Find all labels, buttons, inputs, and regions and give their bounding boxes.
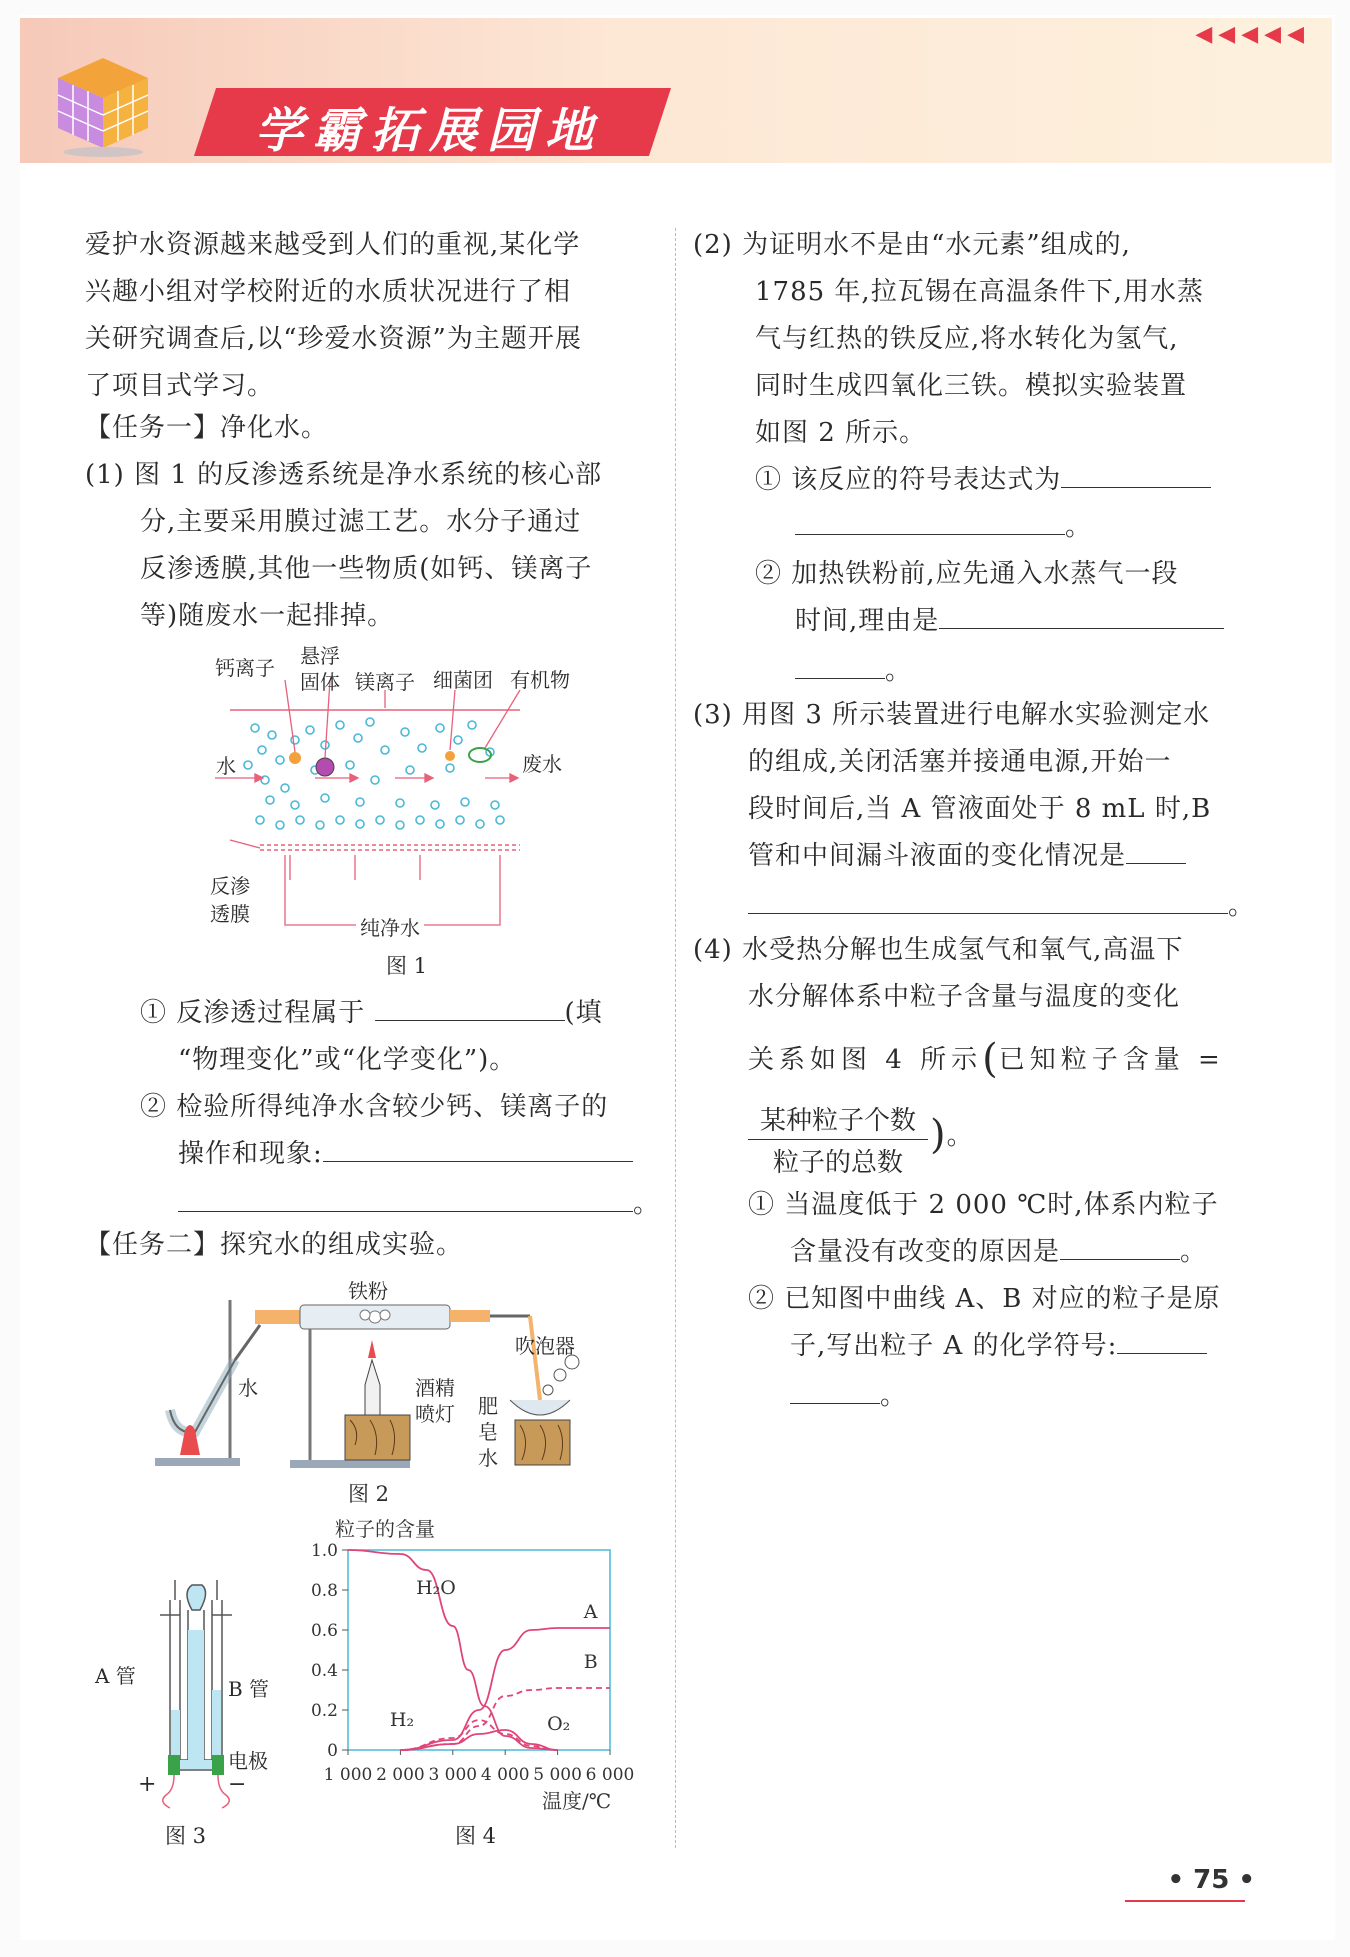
q3-text: 管和中间漏斗液面的变化情况是 bbox=[748, 841, 1127, 871]
fig3-minus: − bbox=[228, 1772, 247, 1797]
q4-2-text: 子,写出粒子 A 的化学符号: bbox=[790, 1331, 1118, 1361]
series-line bbox=[400, 1628, 610, 1750]
fig2-label-iron-powder: 铁粉 bbox=[348, 1279, 388, 1303]
q4-relation: 关系如图 4 所示 bbox=[748, 1045, 983, 1075]
q4-line: (4) 水受热分解也生成氢气和氧气,高温下 bbox=[693, 935, 1184, 965]
q2-1-text: ① 该反应的符号表达式为 bbox=[755, 465, 1062, 495]
series-label: A bbox=[583, 1601, 598, 1623]
y-tick-label: 0 bbox=[327, 1741, 338, 1761]
intro-line: 兴趣小组对学校附近的水质状况进行了相 bbox=[85, 277, 572, 307]
q1-line: 等)随废水一起排掉。 bbox=[140, 601, 395, 631]
fig1-label-bacteria: 细菌团 bbox=[433, 668, 493, 692]
answer-blank[interactable] bbox=[748, 885, 1228, 914]
series-label: H₂O bbox=[416, 1577, 456, 1599]
fig1-label-suspended: 悬浮 bbox=[300, 644, 340, 668]
series-label: B bbox=[583, 1651, 598, 1673]
figure-3-caption: 图 3 bbox=[165, 1824, 207, 1848]
y-tick-label: 1.0 bbox=[310, 1541, 338, 1561]
intro-line: 关研究调查后,以“珍爱水资源”为主题开展 bbox=[85, 324, 582, 354]
fig1-label-water: 水 bbox=[216, 754, 236, 778]
fig1-label-membrane1: 反渗 bbox=[210, 874, 250, 898]
answer-blank[interactable] bbox=[1117, 1325, 1207, 1354]
fig1-label-pure-water: 纯净水 bbox=[356, 912, 424, 941]
period: 。 bbox=[885, 656, 913, 686]
q2-line: 1785 年,拉瓦锡在高温条件下,用水蒸 bbox=[755, 277, 1204, 307]
answer-blank[interactable] bbox=[375, 992, 565, 1021]
q4-known: 已知粒子含量 = bbox=[998, 1045, 1225, 1075]
fig3-label-tube-b: B 管 bbox=[228, 1677, 270, 1701]
banner-title: 学霸拓展园地 bbox=[255, 103, 604, 159]
chart-y-axis-label: 粒子的含量 bbox=[335, 1517, 435, 1541]
q2-2-line2 bbox=[795, 598, 1224, 645]
figure-4-chart bbox=[290, 1510, 670, 1820]
period: 。 bbox=[1228, 891, 1256, 921]
answer-blank[interactable] bbox=[1060, 1231, 1180, 1260]
fraction-numerator: 某种粒子个数 bbox=[748, 1100, 928, 1140]
period: 。 bbox=[880, 1381, 908, 1411]
fraction bbox=[748, 1100, 928, 1179]
figure-2-caption: 图 2 bbox=[348, 1482, 390, 1506]
fig2-label-lamp1: 酒精 bbox=[415, 1376, 455, 1400]
x-tick-label: 4 000 bbox=[480, 1765, 530, 1785]
q4-1-line: ① 当温度低于 2 000 ℃时,体系内粒子 bbox=[748, 1190, 1219, 1220]
q1-1-line bbox=[140, 990, 603, 1037]
task1-heading: 【任务一】净化水。 bbox=[85, 413, 329, 443]
fig1-label-calcium: 钙离子 bbox=[215, 656, 275, 680]
q1-2-line3 bbox=[178, 1181, 660, 1228]
fig2-label-lamp2: 喷灯 bbox=[415, 1402, 455, 1426]
series-line bbox=[400, 1720, 557, 1750]
period: 。 bbox=[633, 1189, 661, 1219]
x-tick-label: 3 000 bbox=[428, 1765, 478, 1785]
y-tick-label: 0.8 bbox=[310, 1581, 338, 1601]
fig1-label-organic: 有机物 bbox=[510, 668, 570, 692]
series-label: H₂ bbox=[389, 1709, 415, 1731]
chart-x-axis-label: 温度/℃ bbox=[542, 1789, 612, 1813]
q2-1-line2 bbox=[795, 504, 1092, 551]
fig1-label-membrane2: 透膜 bbox=[210, 902, 250, 926]
answer-blank[interactable] bbox=[323, 1133, 633, 1162]
intro-line: 了项目式学习。 bbox=[85, 371, 275, 401]
chart-frame bbox=[348, 1550, 610, 1750]
q3-line bbox=[748, 833, 1186, 880]
q1-line: 分,主要采用膜过滤工艺。水分子通过 bbox=[140, 507, 582, 537]
x-tick-label: 1 000 bbox=[323, 1765, 373, 1785]
arrows-icon: ◀◀◀◀◀ bbox=[1195, 22, 1310, 47]
q2-2-line: ② 加热铁粉前,应先通入水蒸气一段 bbox=[755, 559, 1179, 589]
q2-2-line3 bbox=[795, 648, 912, 695]
fig2-label-bubbler: 吹泡器 bbox=[515, 1334, 575, 1358]
answer-blank[interactable] bbox=[939, 600, 1224, 629]
q2-1-line bbox=[755, 457, 1211, 504]
q3-line: 的组成,关闭活塞并接通电源,开始一 bbox=[748, 747, 1172, 777]
q4-2-line3 bbox=[790, 1373, 907, 1420]
q2-line: (2) 为证明水不是由“水元素”组成的, bbox=[693, 230, 1131, 260]
fig1-label-magnesium: 镁离子 bbox=[355, 670, 415, 694]
q4-1-text: 含量没有改变的原因是 bbox=[790, 1237, 1061, 1267]
y-tick-label: 0.4 bbox=[310, 1661, 338, 1681]
q1-1-text: ① 反渗透过程属于 bbox=[140, 998, 366, 1028]
period: 。 bbox=[1180, 1237, 1208, 1267]
period: 。 bbox=[946, 1121, 974, 1151]
fig1-label-solid: 固体 bbox=[300, 670, 340, 694]
y-tick-label: 0.6 bbox=[310, 1621, 338, 1641]
fraction-close: )。 bbox=[930, 1112, 974, 1158]
q1-1-hint: (填 bbox=[564, 998, 603, 1028]
q2-2-text: 时间,理由是 bbox=[795, 606, 940, 636]
series-line bbox=[400, 1688, 610, 1750]
fig2-label-soap1: 肥 bbox=[478, 1394, 498, 1418]
period: 。 bbox=[1065, 512, 1093, 542]
task2-heading: 【任务二】探究水的组成实验。 bbox=[85, 1230, 464, 1260]
answer-blank[interactable] bbox=[790, 1375, 880, 1404]
x-tick-label: 2 000 bbox=[376, 1765, 425, 1785]
answer-blank[interactable] bbox=[1126, 835, 1186, 864]
page-number-underline bbox=[1125, 1900, 1245, 1902]
q1-line: 反渗透膜,其他一些物质(如钙、镁离子 bbox=[140, 554, 593, 584]
page-number: • 75 • bbox=[1167, 1865, 1255, 1895]
figure-1-caption: 图 1 bbox=[386, 954, 428, 978]
q1-2-line2 bbox=[178, 1131, 633, 1178]
q1-line: (1) 图 1 的反渗透系统是净水系统的核心部 bbox=[85, 460, 603, 490]
x-tick-label: 6 000 bbox=[585, 1765, 635, 1785]
answer-blank[interactable] bbox=[795, 650, 885, 679]
series-label: O₂ bbox=[547, 1713, 571, 1735]
q3-line2 bbox=[748, 883, 1255, 930]
q3-line: 段时间后,当 A 管液面处于 8 mL 时,B bbox=[748, 794, 1212, 824]
cube-icon bbox=[48, 48, 158, 158]
q2-line: 如图 2 所示。 bbox=[755, 418, 927, 448]
answer-blank[interactable] bbox=[795, 506, 1065, 535]
q1-1-line2: “物理变化”或“化学变化”)。 bbox=[178, 1045, 517, 1075]
q4-2-line: ② 已知图中曲线 A、B 对应的粒子是原 bbox=[748, 1284, 1221, 1314]
q3-line: (3) 用图 3 所示装置进行电解水实验测定水 bbox=[693, 700, 1211, 730]
q1-2-text: 操作和现象: bbox=[178, 1139, 323, 1169]
fig2-label-water: 水 bbox=[238, 1376, 258, 1400]
q4-1-line2 bbox=[790, 1229, 1207, 1276]
x-tick-label: 5 000 bbox=[533, 1765, 582, 1785]
fig2-label-soap2: 皂 bbox=[478, 1420, 498, 1444]
fig3-label-electrode: 电极 bbox=[228, 1749, 268, 1773]
fraction-denominator: 粒子的总数 bbox=[772, 1148, 903, 1178]
fig3-plus: + bbox=[138, 1772, 157, 1797]
column-divider bbox=[675, 228, 676, 1848]
figure-4-caption: 图 4 bbox=[455, 1824, 497, 1848]
q2-line: 气与红热的铁反应,将水转化为氢气, bbox=[755, 324, 1179, 354]
answer-blank[interactable] bbox=[1061, 459, 1211, 488]
q4-line: 关系如图 4 所示(已知粒子含量 = bbox=[748, 1036, 1225, 1082]
fig3-label-tube-a: A 管 bbox=[95, 1664, 136, 1688]
fig2-label-soap3: 水 bbox=[478, 1446, 498, 1470]
series-line bbox=[400, 1730, 557, 1750]
q4-line: 水分解体系中粒子含量与温度的变化 bbox=[748, 982, 1181, 1012]
q1-2-line: ② 检验所得纯净水含较少钙、镁离子的 bbox=[140, 1092, 609, 1122]
answer-blank[interactable] bbox=[178, 1183, 633, 1212]
intro-line: 爱护水资源越来越受到人们的重视,某化学 bbox=[85, 230, 581, 260]
y-tick-label: 0.2 bbox=[310, 1701, 338, 1721]
fig1-label-wastewater: 废水 bbox=[522, 752, 562, 776]
q4-2-line2 bbox=[790, 1323, 1207, 1370]
q2-line: 同时生成四氧化三铁。模拟实验装置 bbox=[755, 371, 1188, 401]
